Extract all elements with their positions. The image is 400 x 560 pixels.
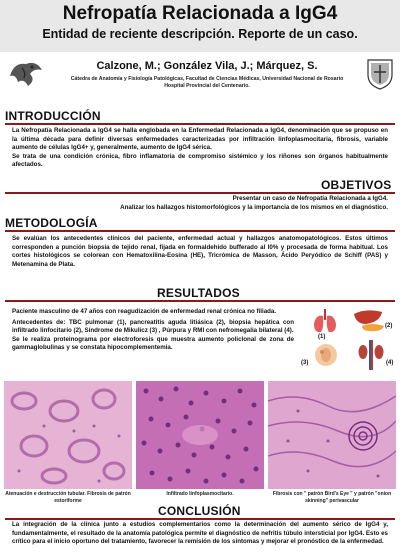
icon-label-3: (3) bbox=[301, 360, 309, 366]
introduccion-divider bbox=[5, 123, 395, 125]
conclusion-divider bbox=[5, 518, 395, 520]
objetivos-line-2: Analizar los hallazgos histomorfológicos y la importancia de los mismos en el diagnóstico. bbox=[120, 203, 388, 211]
objetivos-heading: OBJETIVOS bbox=[321, 178, 392, 192]
conclusion-paragraph: La integración de la clínica junto a estudios complementarios como la determinación del aumento sérico de IgG4 y, fundamentalmente, el resultado de la anatomía patológica permite el diagnóstico de nefritis túbulo intersticial por IgG4. Esto es crítico para el inicio oportuno del tratamiento, favorecer la remisión de los síntomas y mejorar el pronóstico de la enfermedad. bbox=[12, 521, 388, 546]
metodologia-heading: METODOLOGÍA bbox=[5, 216, 98, 230]
authors-line: Calzone, M.; González Vila, J.; Márquez, S. bbox=[96, 60, 318, 72]
histology-image-1 bbox=[4, 381, 132, 489]
resultados-paragraph-1: Paciente masculino de 47 años con reagudización de enfermedad renal crónica no filiada. bbox=[12, 308, 277, 315]
conclusion-heading: CONCLUSIÓN bbox=[158, 504, 241, 518]
liver-pancreas-icon bbox=[352, 306, 386, 334]
affiliation-university: Cátedra de Anatomía y Fisiología Patológicas, Facultad de Ciencias Médicas, Universidad Nacional de Rosario bbox=[70, 76, 344, 82]
histology-image-3 bbox=[268, 381, 396, 489]
figure-caption-3: Fibrosis con " patrón Bird's Eye " y patrón "onion skinning" perivascular bbox=[272, 491, 392, 504]
introduccion-paragraph-2: Se trata de una condición crónica, fibro inflamatoria de compromiso sistémico y los riñones son órganos habitualmente afectados. bbox=[12, 152, 388, 169]
university-logo-icon bbox=[6, 56, 46, 92]
resultados-paragraph-3: Se le realiza proteinograma por electroforesis que muestra aumento policlonal de zona de gammaglobulinas y se constata hipocomplementemia. bbox=[12, 335, 294, 352]
figure-caption-2: Infiltrado linfoplasmocitario. bbox=[166, 491, 234, 497]
histology-image-2 bbox=[136, 381, 264, 489]
lungs-icon bbox=[310, 306, 340, 336]
objetivos-divider bbox=[5, 192, 395, 194]
kidneys-icon bbox=[358, 340, 384, 370]
introduccion-paragraph-1: La Nefropatía Relacionada a IgG4 se halla englobada en la Enfermedad Relacionada a IgG4, denominación que se propuso en la última década para definir diversas enfermedades caracterizadas por infiltración linfoplasmocitaria, fibrosis, variable aumento de células IgG4+ y, generalmente, aumento de IgG4 sérica. bbox=[12, 127, 388, 152]
icon-label-4: (4) bbox=[386, 360, 394, 366]
poster-subtitle: Entidad de reciente descripción. Reporte de un caso. bbox=[42, 27, 358, 41]
conclusion-text bbox=[12, 521, 388, 547]
objetivos-text bbox=[12, 195, 388, 212]
icon-label-1: (1) bbox=[318, 334, 326, 340]
metodologia-divider bbox=[5, 230, 395, 232]
resultados-heading: RESULTADOS bbox=[157, 286, 240, 300]
introduccion-text bbox=[12, 127, 388, 170]
resultados-paragraph-2: Antecedentes de: TBC pulmonar (1), pancreatitis aguda litiásica (2), biopsia hepática con infiltrado linfocitario (2), Síndrome de Mikulicz (3) , Púrpura y RMI con nefromegalia bilateral (4). bbox=[12, 318, 294, 335]
metodologia-text bbox=[12, 235, 388, 269]
figure-caption-1: Atenuación e destrucción tubular. Fibrosis de patrón estoriforme bbox=[5, 491, 131, 504]
introduccion-heading: INTRODUCCIÓN bbox=[5, 109, 101, 123]
affiliation bbox=[50, 76, 364, 90]
metodologia-paragraph: Se evalúan los antecedentes clínicos del paciente, enfermedad actual y hallazgos anatomopatológicos. Estos últimos corresponden a punción biopsia de tejido renal, fijada en formaldehído bufferado al l0% y procesada de forma habitual. Los cortes histológicos se colorean con Hematoxilina-Eosina (HE), Tricrómica de Masson, Ácido Peryódico de Schiff (PAS) y Metenamina de Plata. bbox=[12, 235, 388, 268]
poster-title: Nefropatía Relacionada a IgG4 bbox=[62, 3, 338, 24]
icon-label-2: (2) bbox=[385, 323, 393, 329]
resultados-text bbox=[12, 308, 294, 353]
objetivos-line-1: Presentar un caso de Nefropatía Relacionada a IgG4. bbox=[232, 195, 388, 202]
affiliation-hospital: Hospital Provincial del Centenario. bbox=[164, 83, 250, 89]
salivary-glands-icon bbox=[312, 342, 340, 368]
hospital-logo-icon bbox=[365, 57, 395, 91]
resultados-divider bbox=[5, 300, 395, 302]
